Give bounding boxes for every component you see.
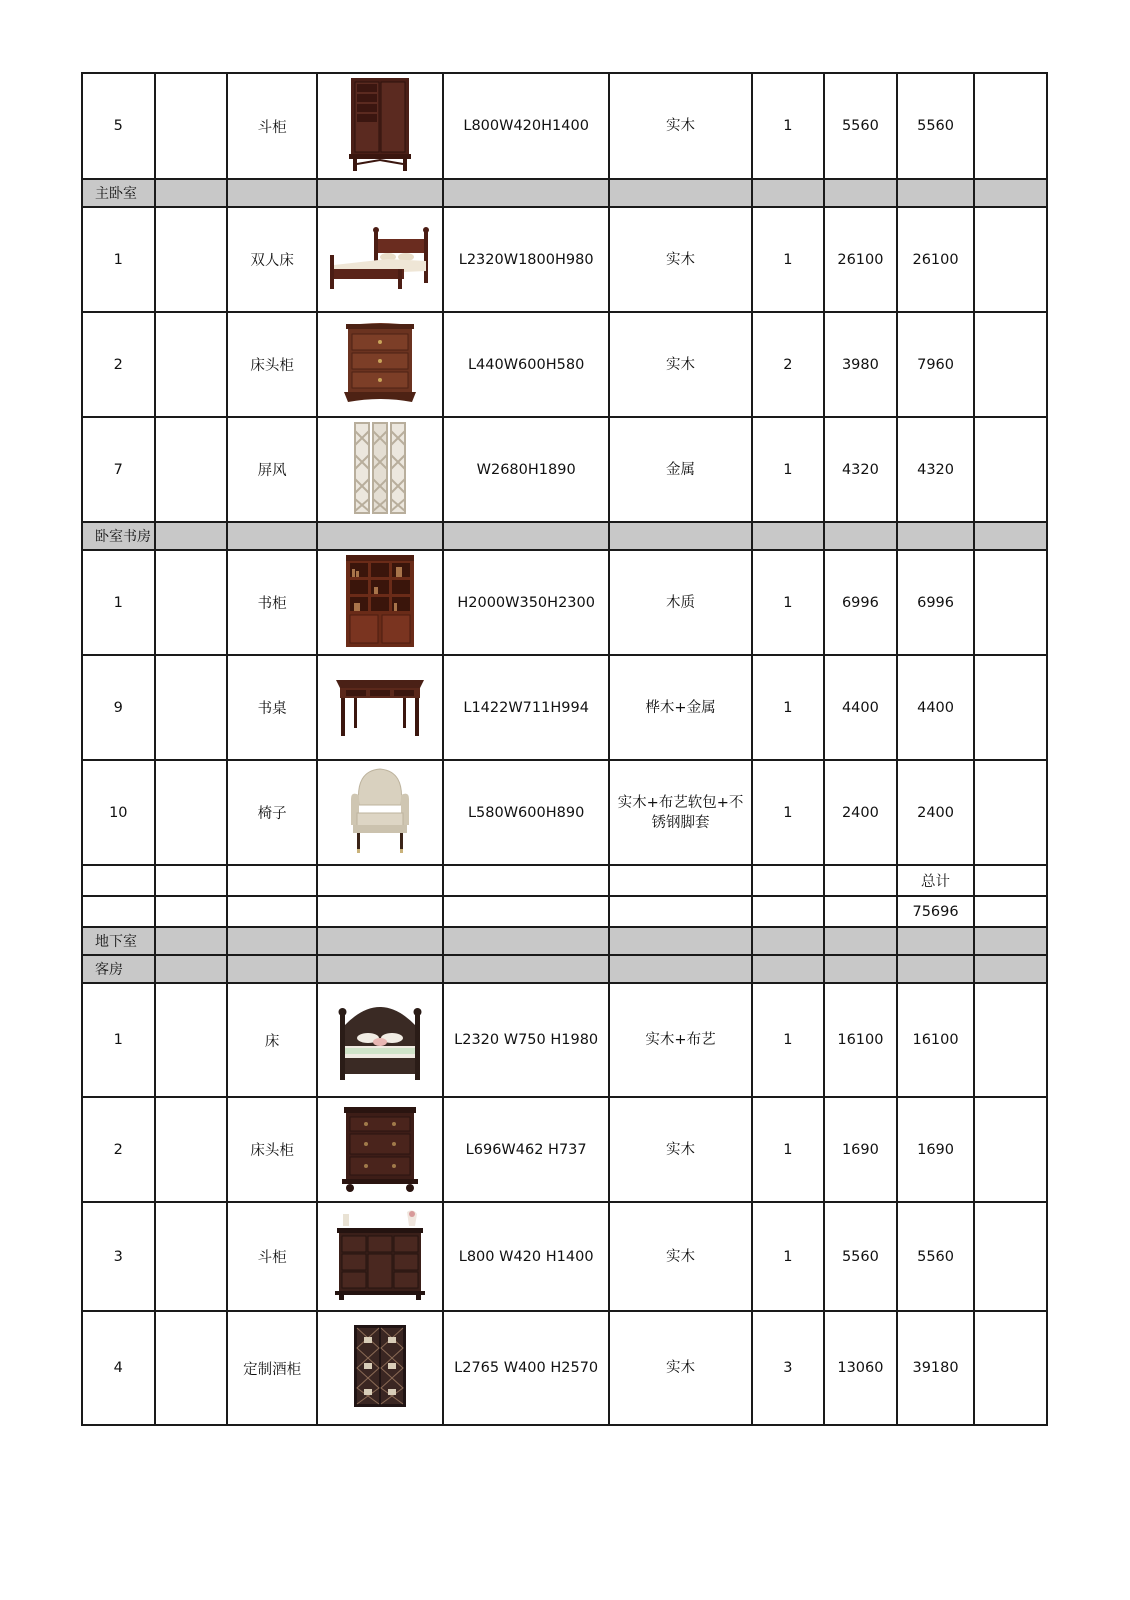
item-quantity: 1 <box>752 1202 825 1311</box>
empty-cell <box>227 896 317 927</box>
item-number: 1 <box>82 983 155 1097</box>
empty-cell <box>752 927 825 955</box>
item-dimensions: L1422W711H994 <box>443 655 610 760</box>
item-name: 床 <box>227 983 317 1097</box>
item-dimensions: L2320 W750 H1980 <box>443 983 610 1097</box>
item-number: 9 <box>82 655 155 760</box>
item-name: 定制酒柜 <box>227 1311 317 1425</box>
item-unit-price: 5560 <box>824 1202 897 1311</box>
table-row <box>82 760 1047 865</box>
section-header-row <box>82 927 1047 955</box>
empty-cell <box>155 1097 228 1202</box>
empty-cell <box>824 955 897 983</box>
empty-cell <box>155 983 228 1097</box>
empty-cell <box>974 983 1047 1097</box>
item-total: 5560 <box>897 1202 975 1311</box>
item-total: 4400 <box>897 655 975 760</box>
empty-cell <box>155 207 228 312</box>
item-quantity: 1 <box>752 550 825 655</box>
empty-cell <box>317 865 443 896</box>
item-dimensions: H2000W350H2300 <box>443 550 610 655</box>
item-dimensions: L800 W420 H1400 <box>443 1202 610 1311</box>
empty-cell <box>752 865 825 896</box>
empty-cell <box>227 955 317 983</box>
empty-cell <box>155 955 228 983</box>
item-image-cell <box>317 312 443 417</box>
summary-row <box>82 865 1047 896</box>
table-row <box>82 1097 1047 1202</box>
empty-cell <box>609 955 751 983</box>
item-image-cell <box>317 207 443 312</box>
item-total: 1690 <box>897 1097 975 1202</box>
item-unit-price: 16100 <box>824 983 897 1097</box>
empty-cell <box>824 865 897 896</box>
empty-cell <box>82 865 155 896</box>
empty-cell <box>897 955 975 983</box>
item-quantity: 1 <box>752 983 825 1097</box>
empty-cell <box>974 760 1047 865</box>
table-row <box>82 1202 1047 1311</box>
bookcase-image <box>318 553 442 653</box>
item-total: 39180 <box>897 1311 975 1425</box>
item-unit-price: 6996 <box>824 550 897 655</box>
summary-total-cell: 75696 <box>897 896 975 927</box>
item-image-cell <box>317 983 443 1097</box>
item-total: 16100 <box>897 983 975 1097</box>
sleigh-bed-image <box>318 992 442 1088</box>
wine-cabinet-image <box>318 1323 442 1413</box>
item-unit-price: 3980 <box>824 312 897 417</box>
empty-cell <box>974 655 1047 760</box>
item-total: 7960 <box>897 312 975 417</box>
table-row <box>82 1311 1047 1425</box>
item-quantity: 1 <box>752 73 825 179</box>
item-number: 3 <box>82 1202 155 1311</box>
item-total: 26100 <box>897 207 975 312</box>
item-name: 椅子 <box>227 760 317 865</box>
empty-cell <box>155 312 228 417</box>
item-material: 金属 <box>609 417 751 522</box>
empty-cell <box>752 179 825 207</box>
item-number: 2 <box>82 1097 155 1202</box>
empty-cell <box>824 927 897 955</box>
four-poster-bed-image <box>318 225 442 295</box>
item-total: 4320 <box>897 417 975 522</box>
empty-cell <box>752 955 825 983</box>
item-material: 实木+布艺软包+不锈钢脚套 <box>609 760 751 865</box>
empty-cell <box>609 865 751 896</box>
writing-desk-image <box>318 674 442 742</box>
empty-cell <box>974 896 1047 927</box>
empty-cell <box>897 522 975 550</box>
summary-row <box>82 896 1047 927</box>
empty-cell <box>155 550 228 655</box>
item-unit-price: 5560 <box>824 73 897 179</box>
section-name: 卧室书房 <box>82 522 155 550</box>
item-number: 7 <box>82 417 155 522</box>
empty-cell <box>974 207 1047 312</box>
empty-cell <box>897 927 975 955</box>
item-name: 双人床 <box>227 207 317 312</box>
empty-cell <box>155 179 228 207</box>
empty-cell <box>974 1097 1047 1202</box>
item-material: 实木 <box>609 73 751 179</box>
item-name: 床头柜 <box>227 312 317 417</box>
empty-cell <box>82 896 155 927</box>
section-header-row <box>82 522 1047 550</box>
item-name: 屏风 <box>227 417 317 522</box>
table-body <box>82 73 1047 1425</box>
empty-cell <box>897 179 975 207</box>
empty-cell <box>317 927 443 955</box>
empty-cell <box>317 896 443 927</box>
item-quantity: 1 <box>752 760 825 865</box>
item-dimensions: L580W600H890 <box>443 760 610 865</box>
item-material: 实木 <box>609 207 751 312</box>
item-number: 1 <box>82 207 155 312</box>
empty-cell <box>974 550 1047 655</box>
item-unit-price: 2400 <box>824 760 897 865</box>
item-material: 桦木+金属 <box>609 655 751 760</box>
bow-front-nightstand-image <box>318 320 442 410</box>
item-image-cell <box>317 760 443 865</box>
item-image-cell <box>317 1311 443 1425</box>
empty-cell <box>155 927 228 955</box>
empty-cell <box>609 896 751 927</box>
empty-cell <box>443 955 610 983</box>
empty-cell <box>974 865 1047 896</box>
empty-cell <box>752 522 825 550</box>
empty-cell <box>227 522 317 550</box>
item-material: 实木 <box>609 1097 751 1202</box>
empty-cell <box>974 955 1047 983</box>
item-name: 斗柜 <box>227 1202 317 1311</box>
item-total: 6996 <box>897 550 975 655</box>
empty-cell <box>317 522 443 550</box>
item-image-cell <box>317 1097 443 1202</box>
tall-dresser-image <box>318 74 442 178</box>
empty-cell <box>974 179 1047 207</box>
empty-cell <box>974 417 1047 522</box>
empty-cell <box>609 927 751 955</box>
item-total: 2400 <box>897 760 975 865</box>
section-header-row <box>82 179 1047 207</box>
item-quantity: 1 <box>752 655 825 760</box>
section-name: 主卧室 <box>82 179 155 207</box>
item-image-cell <box>317 417 443 522</box>
empty-cell <box>155 896 228 927</box>
item-material: 实木+布艺 <box>609 983 751 1097</box>
wingback-chair-image <box>318 765 442 861</box>
lattice-screen-image <box>318 421 442 519</box>
empty-cell <box>443 927 610 955</box>
item-material: 木质 <box>609 550 751 655</box>
table-row <box>82 983 1047 1097</box>
furniture-quote-table <box>81 72 1048 1426</box>
table-row <box>82 550 1047 655</box>
item-dimensions: W2680H1890 <box>443 417 610 522</box>
empty-cell <box>155 865 228 896</box>
item-name: 书柜 <box>227 550 317 655</box>
item-unit-price: 4320 <box>824 417 897 522</box>
item-image-cell <box>317 550 443 655</box>
item-total: 5560 <box>897 73 975 179</box>
item-unit-price: 4400 <box>824 655 897 760</box>
item-dimensions: L2320W1800H980 <box>443 207 610 312</box>
empty-cell <box>227 179 317 207</box>
item-quantity: 3 <box>752 1311 825 1425</box>
item-image-cell <box>317 655 443 760</box>
item-quantity: 1 <box>752 417 825 522</box>
item-material: 实木 <box>609 1311 751 1425</box>
empty-cell <box>155 655 228 760</box>
item-number: 1 <box>82 550 155 655</box>
item-unit-price: 13060 <box>824 1311 897 1425</box>
empty-cell <box>155 1202 228 1311</box>
item-dimensions: L696W462 H737 <box>443 1097 610 1202</box>
section-header-row <box>82 955 1047 983</box>
item-quantity: 1 <box>752 207 825 312</box>
empty-cell <box>155 73 228 179</box>
table-row <box>82 73 1047 179</box>
empty-cell <box>155 760 228 865</box>
section-name: 客房 <box>82 955 155 983</box>
table-row <box>82 417 1047 522</box>
item-unit-price: 1690 <box>824 1097 897 1202</box>
wide-dresser-image <box>318 1208 442 1306</box>
item-quantity: 1 <box>752 1097 825 1202</box>
empty-cell <box>155 1311 228 1425</box>
item-number: 5 <box>82 73 155 179</box>
item-quantity: 2 <box>752 312 825 417</box>
empty-cell <box>824 179 897 207</box>
item-number: 10 <box>82 760 155 865</box>
item-dimensions: L800W420H1400 <box>443 73 610 179</box>
empty-cell <box>443 896 610 927</box>
empty-cell <box>609 179 751 207</box>
empty-cell <box>155 522 228 550</box>
item-material: 实木 <box>609 1202 751 1311</box>
table-row <box>82 312 1047 417</box>
chest-nightstand-image <box>318 1103 442 1197</box>
empty-cell <box>752 896 825 927</box>
empty-cell <box>974 1202 1047 1311</box>
empty-cell <box>974 522 1047 550</box>
item-dimensions: L440W600H580 <box>443 312 610 417</box>
empty-cell <box>974 312 1047 417</box>
empty-cell <box>443 179 610 207</box>
empty-cell <box>824 522 897 550</box>
item-name: 斗柜 <box>227 73 317 179</box>
empty-cell <box>609 522 751 550</box>
empty-cell <box>974 1311 1047 1425</box>
item-dimensions: L2765 W400 H2570 <box>443 1311 610 1425</box>
table-row <box>82 655 1047 760</box>
empty-cell <box>317 955 443 983</box>
empty-cell <box>155 417 228 522</box>
item-image-cell <box>317 73 443 179</box>
empty-cell <box>974 927 1047 955</box>
item-name: 床头柜 <box>227 1097 317 1202</box>
empty-cell <box>317 179 443 207</box>
item-image-cell <box>317 1202 443 1311</box>
item-number: 4 <box>82 1311 155 1425</box>
empty-cell <box>443 522 610 550</box>
empty-cell <box>443 865 610 896</box>
empty-cell <box>974 73 1047 179</box>
item-material: 实木 <box>609 312 751 417</box>
item-number: 2 <box>82 312 155 417</box>
item-name: 书桌 <box>227 655 317 760</box>
empty-cell <box>227 927 317 955</box>
table-row <box>82 207 1047 312</box>
empty-cell <box>227 865 317 896</box>
section-name: 地下室 <box>82 927 155 955</box>
empty-cell <box>824 896 897 927</box>
summary-total-cell: 总计 <box>897 865 975 896</box>
item-unit-price: 26100 <box>824 207 897 312</box>
